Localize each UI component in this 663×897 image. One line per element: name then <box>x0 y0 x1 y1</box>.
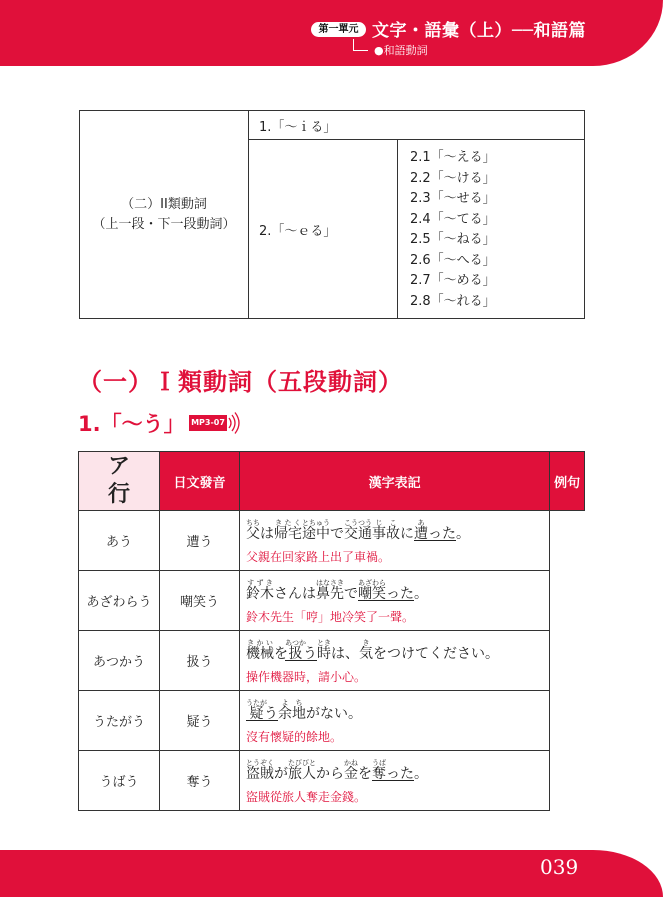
category-line: （上一段・下一段動詞） <box>92 216 236 232</box>
sentence-segment: 疑うたが <box>246 699 267 722</box>
category-cell <box>80 111 249 319</box>
verb-kanji: 疑う <box>160 691 240 751</box>
sentence-segment: 扱あつか <box>285 639 306 662</box>
subitem: 2.5「～ねる」 <box>410 232 496 247</box>
sentence-segment: 嘲笑あざわら <box>358 579 386 602</box>
sentence-segment: 事故じこ <box>372 519 400 542</box>
subitem: 2.2「～ける」 <box>410 170 496 186</box>
sentence-segment: は <box>260 526 274 542</box>
group2-cell: 2.「～ｅる」 <box>249 140 398 319</box>
sentence-segment: 父ちち <box>246 519 260 542</box>
example-cell <box>240 751 550 811</box>
classification-table <box>79 110 585 319</box>
verb-kanji: 扱う <box>160 631 240 691</box>
row-group-label <box>79 452 160 511</box>
subitem: 2.1「～える」 <box>410 150 496 165</box>
sentence-segment: 時とき <box>317 639 331 662</box>
sentence-segment: 機械きかい <box>246 639 274 662</box>
verb-reading: うばう <box>79 751 160 811</box>
header-kanji: 漢字表記 <box>240 452 550 511</box>
example-cell <box>240 691 550 751</box>
sentence-segment: 旅人たびびと <box>288 759 316 782</box>
example-sentence <box>246 759 549 784</box>
row-group-char: ア <box>107 454 130 479</box>
sentence-segment: を <box>358 766 372 782</box>
sentence-segment: 余地よち <box>278 699 306 722</box>
subitem: 2.6「～へる」 <box>410 252 496 268</box>
example-cell <box>240 511 550 571</box>
subitem-list <box>398 140 585 319</box>
subitem: 2.4「～てる」 <box>410 211 496 227</box>
sentence-segment: った <box>428 526 456 542</box>
header-reading: 日文發音 <box>160 452 240 511</box>
table-row <box>79 631 585 691</box>
verb-reading: あざわらう <box>79 571 160 631</box>
connector-line <box>353 39 368 51</box>
verb-kanji: 遭う <box>160 511 240 571</box>
sentence-segment: う <box>264 706 278 722</box>
example-sentence <box>246 699 549 724</box>
subitem: 2.3「～せる」 <box>410 191 496 206</box>
subitem: 2.7「～める」 <box>410 273 496 288</box>
example-cell <box>240 571 550 631</box>
row-group-char: 行 <box>107 482 130 507</box>
sentence-segment: 帰宅きたく <box>274 519 302 542</box>
table-row <box>79 571 585 631</box>
sentence-segment: 盗賊とうぞく <box>246 759 274 782</box>
unit-badge: 第一單元 <box>311 22 366 37</box>
sentence-segment: 。 <box>456 526 470 542</box>
verb-reading: うたがう <box>79 691 160 751</box>
subitem: 2.8「～れる」 <box>410 293 496 309</box>
table-row <box>79 511 585 571</box>
sentence-segment: さんは <box>274 586 316 602</box>
translation: 盜賊從旅人奪走金錢。 <box>246 790 367 804</box>
sentence-segment: 途中とちゅう <box>302 519 330 542</box>
sentence-segment: 鼻先はなさき <box>316 579 344 602</box>
chapter-title: 文字・語彙（上）──和語篇 <box>372 21 586 41</box>
subsection-heading: 1.「～う」 <box>78 412 185 436</box>
sentence-segment: 気き <box>359 639 373 662</box>
sentence-segment: で <box>330 526 344 542</box>
table-row <box>79 691 585 751</box>
category-line: （二）II類動詞 <box>121 196 207 212</box>
sentence-segment: 。 <box>414 766 428 782</box>
page-number: 039 <box>540 855 579 879</box>
translation: 操作機器時，請小心。 <box>246 670 367 684</box>
translation: 沒有懷疑的餘地。 <box>246 730 343 744</box>
verb-kanji: 嘲笑う <box>160 571 240 631</box>
sentence-segment: 遭あ <box>414 519 428 542</box>
sentence-segment: 鈴木すずき <box>246 579 274 602</box>
section-heading: （一）Ｉ類動詞（五段動詞） <box>78 368 403 396</box>
sentence-segment: った <box>386 766 414 782</box>
example-sentence <box>246 519 549 544</box>
verb-table <box>78 451 585 811</box>
chapter-subtitle: ●和語動詞 <box>374 44 428 57</box>
sentence-segment: 交通こうつう <box>344 519 372 542</box>
speaker-icon[interactable] <box>227 412 241 434</box>
sentence-segment: がない。 <box>306 706 362 722</box>
sentence-segment: 。 <box>414 586 428 602</box>
verb-reading: あつかう <box>79 631 160 691</box>
header-example: 例句 <box>550 452 585 511</box>
sentence-segment: う <box>303 646 317 662</box>
example-cell <box>240 631 550 691</box>
table-row <box>79 751 585 811</box>
sentence-segment: 奪うば <box>372 759 386 782</box>
sentence-segment: った <box>386 586 414 602</box>
sentence-segment: を <box>274 646 288 662</box>
sentence-segment: に <box>400 526 414 542</box>
verb-reading: あう <box>79 511 160 571</box>
sentence-segment: は、 <box>331 646 359 662</box>
example-sentence <box>246 579 549 604</box>
sentence-segment: 金かね <box>344 759 358 782</box>
sentence-segment: をつけてください。 <box>373 646 499 662</box>
translation: 鈴木先生「哼」地冷笑了一聲。 <box>246 610 415 624</box>
verb-kanji: 奪う <box>160 751 240 811</box>
sentence-segment: から <box>316 766 344 782</box>
example-sentence <box>246 639 549 664</box>
sentence-segment: で <box>344 586 358 602</box>
audio-track-badge[interactable]: MP3-07 <box>189 415 227 431</box>
sentence-segment: が <box>274 766 288 782</box>
translation: 父親在回家路上出了車禍。 <box>246 550 391 564</box>
group1-cell: 1.「～ｉる」 <box>249 111 585 140</box>
